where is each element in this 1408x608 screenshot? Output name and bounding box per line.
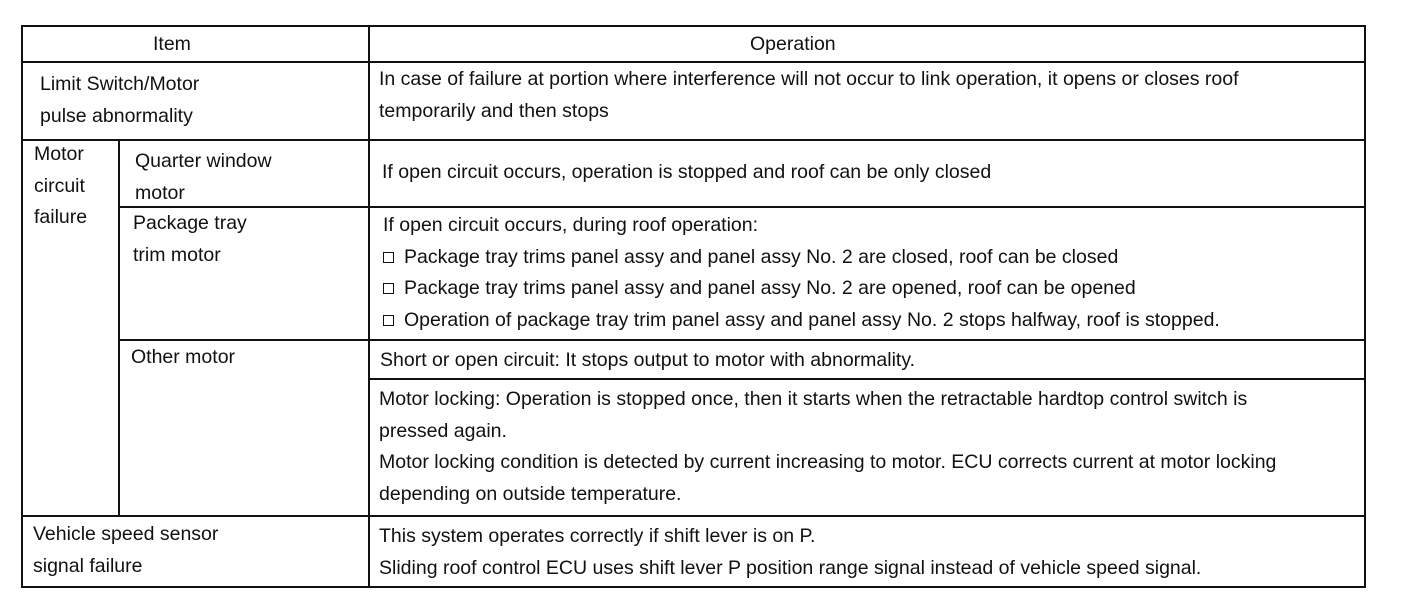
vehicle-speed-operation <box>379 521 1201 584</box>
row-divider-other-short <box>369 378 1364 380</box>
other-motor-lock-line1: Motor locking: Operation is stopped once, then it starts when the retractable hardtop control switch is <box>379 388 1248 410</box>
package-tray-bullet <box>383 242 1220 274</box>
package-tray-item-line2: trim motor <box>133 243 221 266</box>
vehicle-speed-op-line1: This system operates correctly if shift lever is on P. <box>379 525 816 547</box>
quarter-window-item-line1: Quarter window <box>135 150 272 172</box>
checkbox-bullet-icon <box>383 252 394 263</box>
limit-switch-item-line1: Limit Switch/Motor <box>40 73 200 95</box>
vehicle-speed-item-line2: signal failure <box>33 554 143 577</box>
quarter-window-operation: If open circuit occurs, operation is stopped and roof can be only closed <box>382 161 992 183</box>
motor-circuit-failure-label <box>34 139 87 234</box>
vehicle-speed-op-line2: Sliding roof control ECU uses shift lever P position range signal instead of vehicle speed signal. <box>379 556 1202 579</box>
limit-switch-operation <box>379 64 1239 127</box>
package-tray-item <box>133 208 247 271</box>
failsafe-table <box>21 25 1366 588</box>
row-divider-quarter <box>119 206 1364 208</box>
column-divider-motor-sub <box>118 141 120 517</box>
motor-label-line1: Motor <box>34 143 84 165</box>
package-tray-operation <box>383 210 1220 336</box>
package-tray-bullet <box>383 305 1220 337</box>
other-motor-lock-line4: depending on outside temperature. <box>379 482 682 505</box>
header-operation: Operation <box>750 33 836 55</box>
package-tray-bullet-text: Package tray trims panel assy and panel assy No. 2 are opened, roof can be opened <box>404 277 1136 299</box>
package-tray-op-intro: If open circuit occurs, during roof operation: <box>383 214 759 236</box>
vehicle-speed-item-line1: Vehicle speed sensor <box>33 523 219 545</box>
motor-label-line3: failure <box>34 206 88 228</box>
vehicle-speed-item <box>33 519 218 582</box>
motor-label-line2: circuit <box>34 174 85 197</box>
package-tray-item-line1: Package tray <box>133 212 247 234</box>
other-motor-short-operation: Short or open circuit: It stops output to motor with abnormality. <box>380 349 916 371</box>
row-divider-package <box>119 339 1364 341</box>
quarter-window-item-line2: motor <box>135 181 185 204</box>
header-divider <box>23 61 1364 63</box>
checkbox-bullet-icon <box>383 283 394 294</box>
limit-switch-item-line2: pulse abnormality <box>40 104 193 127</box>
limit-switch-op-line2: temporarily and then stops <box>379 99 609 122</box>
other-motor-lock-line3: Motor locking condition is detected by current increasing to motor. ECU corrects current at motor locking <box>379 451 1277 473</box>
package-tray-bullet-text: Package tray trims panel assy and panel assy No. 2 are closed, roof can be closed <box>404 245 1119 268</box>
package-tray-bullet <box>383 273 1220 305</box>
checkbox-bullet-icon <box>383 315 394 326</box>
other-motor-item: Other motor <box>131 346 236 368</box>
header-item: Item <box>153 33 191 55</box>
row-divider-limit <box>23 139 1364 141</box>
other-motor-lock-operation <box>379 384 1276 510</box>
package-tray-bullet-text: Operation of package tray trim panel assy and panel assy No. 2 stops halfway, roof is stopped. <box>404 308 1220 331</box>
quarter-window-item <box>135 146 272 209</box>
limit-switch-op-line1: In case of failure at portion where interference will not occur to link operation, it opens or closes roof <box>379 68 1239 90</box>
limit-switch-item <box>40 69 199 132</box>
row-divider-motor-block <box>23 515 1364 517</box>
column-divider-main <box>368 27 370 588</box>
other-motor-lock-line2: pressed again. <box>379 419 507 442</box>
